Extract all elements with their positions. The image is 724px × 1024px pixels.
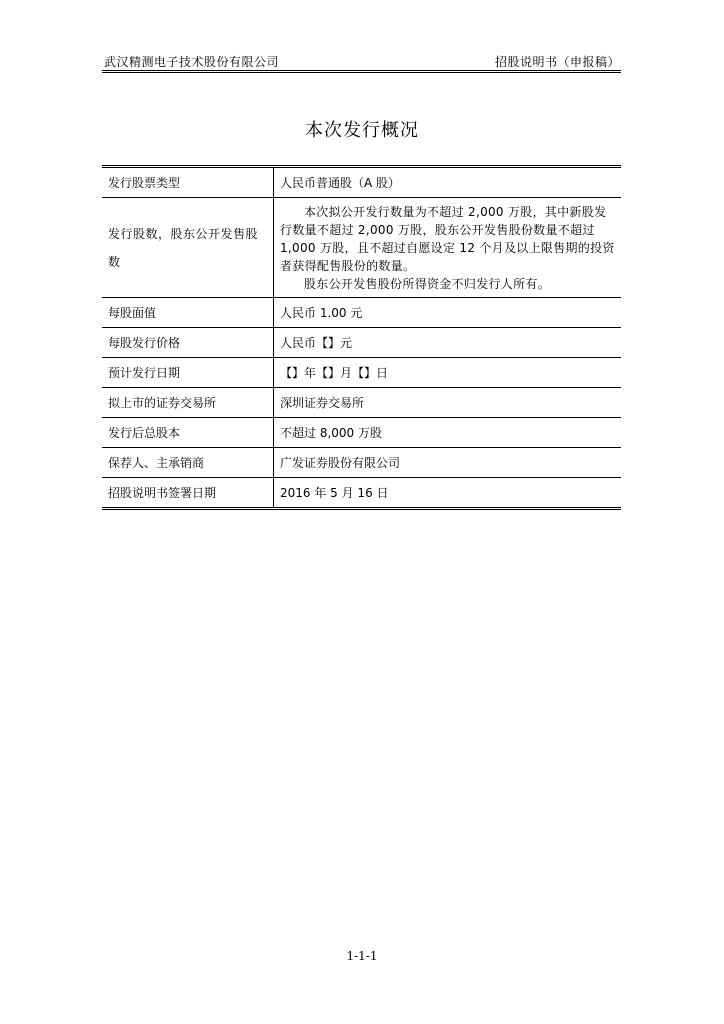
row-value: 人民币 1.00 元 (274, 298, 622, 328)
row-value: 人民币【】元 (274, 328, 622, 358)
table-row (102, 298, 621, 328)
row-key: 每股发行价格 (102, 328, 274, 358)
row-key: 发行股数，股东公开发售股数 (102, 198, 274, 298)
row-value: 人民币普通股（A 股） (274, 167, 622, 198)
table-row (102, 418, 621, 448)
page-title: 本次发行概况 (305, 120, 419, 141)
row-key: 预计发行日期 (102, 358, 274, 388)
header-divider (102, 70, 621, 73)
row-value: 【】年【】月【】日 (274, 358, 622, 388)
row-value: 不超过 8,000 万股 (274, 418, 622, 448)
row-value-paragraph: 股东公开发售股份所得资金不归发行人所有。 (304, 276, 551, 291)
table-row (102, 358, 621, 388)
row-key: 拟上市的证券交易所 (102, 388, 274, 418)
row-key: 发行股票类型 (102, 167, 274, 198)
row-key: 每股面值 (102, 298, 274, 328)
row-value (274, 198, 622, 298)
table-row (102, 167, 621, 198)
offering-overview-table (102, 165, 621, 510)
row-value-paragraph: 本次拟公开发行数量为不超过 2,000 万股，其中新股发行数量不超过 2,000 万股，股东公开发售股份数量不超过 1,000 万股，且不超过自愿设定 12 个月及以上限售期的投资者获得配售股份的数量。 (280, 204, 615, 273)
table-row (102, 198, 621, 298)
row-value: 2016 年 5 月 16 日 (280, 485, 389, 500)
header-company: 武汉精测电子技术股份有限公司 (104, 55, 280, 69)
page-number: 1-1-1 (346, 949, 378, 963)
row-value: 广发证券股份有限公司 (274, 448, 622, 478)
table-row (102, 328, 621, 358)
table-row (102, 448, 621, 478)
row-key: 招股说明书签署日期 (102, 478, 274, 509)
row-key: 保荐人、主承销商 (102, 448, 274, 478)
table-row (102, 478, 621, 509)
header-doc-type: 招股说明书（申报稿） (494, 55, 620, 69)
table-row (102, 388, 621, 418)
row-value: 深圳证券交易所 (274, 388, 622, 418)
row-key: 发行后总股本 (102, 418, 274, 448)
